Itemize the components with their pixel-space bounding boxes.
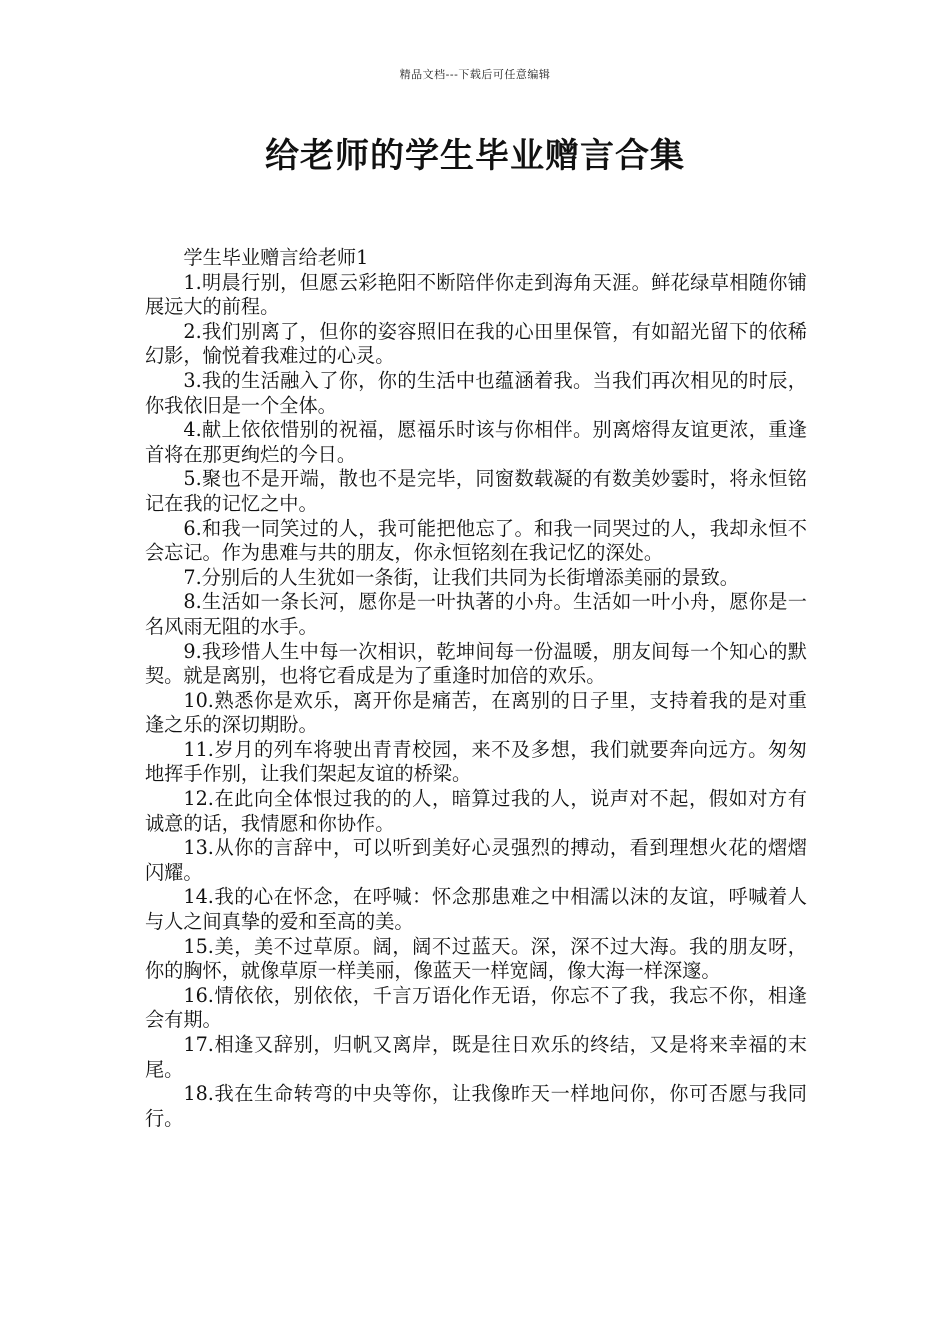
list-item: 16.情依依，别依依，千言万语化作无语，你忘不了我，我忘不你，相逢会有期。 — [145, 983, 807, 1032]
list-item: 8.生活如一条长河，愿你是一叶执著的小舟。生活如一叶小舟，愿你是一名风雨无阻的水手。 — [145, 590, 807, 638]
list-item: 10.熟悉你是欢乐，离开你是痛苦，在离别的日子里，支持着我的是对重逢之乐的深切期盼。 — [145, 688, 807, 737]
list-item: 3.我的生活融入了你，你的生活中也蕴涵着我。当我们再次相见的时辰，你我依旧是一个全体。 — [145, 368, 807, 417]
list-item: 7.分别后的人生犹如一条街，让我们共同为长街增添美丽的景致。 — [183, 565, 739, 589]
list-item: 1.明晨行别，但愿云彩艳阳不断陪伴你走到海角天涯。鲜花绿草相随你铺展远大的前程。 — [145, 270, 807, 319]
list-item: 18.我在生命转弯的中央等你，让我像昨天一样地问你，你可否愿与我同行。 — [145, 1082, 807, 1130]
document-title: 给老师的学生毕业赠言合集 — [265, 136, 685, 176]
page-header-note: 精品文档---下载后可任意编辑 — [399, 68, 551, 81]
list-item: 6.和我一同笑过的人，我可能把他忘了。和我一同哭过的人，我却永恒不会忘记。作为患难与共的朋友，你永恒铭刻在我记忆的深处。 — [145, 516, 807, 565]
list-item: 11.岁月的列车将驶出青青校园，来不及多想，我们就要奔向远方。匆匆地挥手作别，让我们架起友谊的桥梁。 — [145, 737, 807, 786]
section-heading: 学生毕业赠言给老师1 — [183, 246, 369, 269]
list-item: 12.在此向全体恨过我的的人，暗算过我的人，说声对不起，假如对方有诚意的话，我情愿和你协作。 — [145, 787, 807, 835]
list-item: 15.美，美不过草原。阔，阔不过蓝天。深，深不过大海。我的朋友呀，你的胸怀，就像草原一样美丽，像蓝天一样宽阔，像大海一样深邃。 — [145, 934, 807, 983]
list-item: 13.从你的言辞中，可以听到美好心灵强烈的搏动，看到理想火花的熠熠闪耀。 — [145, 836, 807, 884]
list-item: 14.我的心在怀念，在呼喊：怀念那患难之中相濡以沫的友谊，呼喊着人与人之间真挚的爱和至高的美。 — [145, 885, 807, 934]
document-body — [145, 246, 807, 1131]
list-item: 9.我珍惜人生中每一次相识，乾坤间每一份温暖，朋友间每一个知心的默契。就是离别，也将它看成是为了重逢时加倍的欢乐。 — [145, 639, 807, 688]
list-item: 5.聚也不是开端，散也不是完毕，同窗数载凝的有数美妙霎时，将永恒铭记在我的记忆之中。 — [145, 467, 807, 515]
list-item: 17.相逢又辞别，归帆又离岸，既是往日欢乐的终结，又是将来幸福的末尾。 — [145, 1033, 807, 1081]
list-item: 4.献上依依惜别的祝福，愿福乐时该与你相伴。别离熔得友谊更浓，重逢首将在那更绚烂的今日。 — [145, 418, 807, 466]
list-item: 2.我们别离了，但你的姿容照旧在我的心田里保管，有如韶光留下的依稀幻影，愉悦着我难过的心灵。 — [145, 319, 807, 368]
